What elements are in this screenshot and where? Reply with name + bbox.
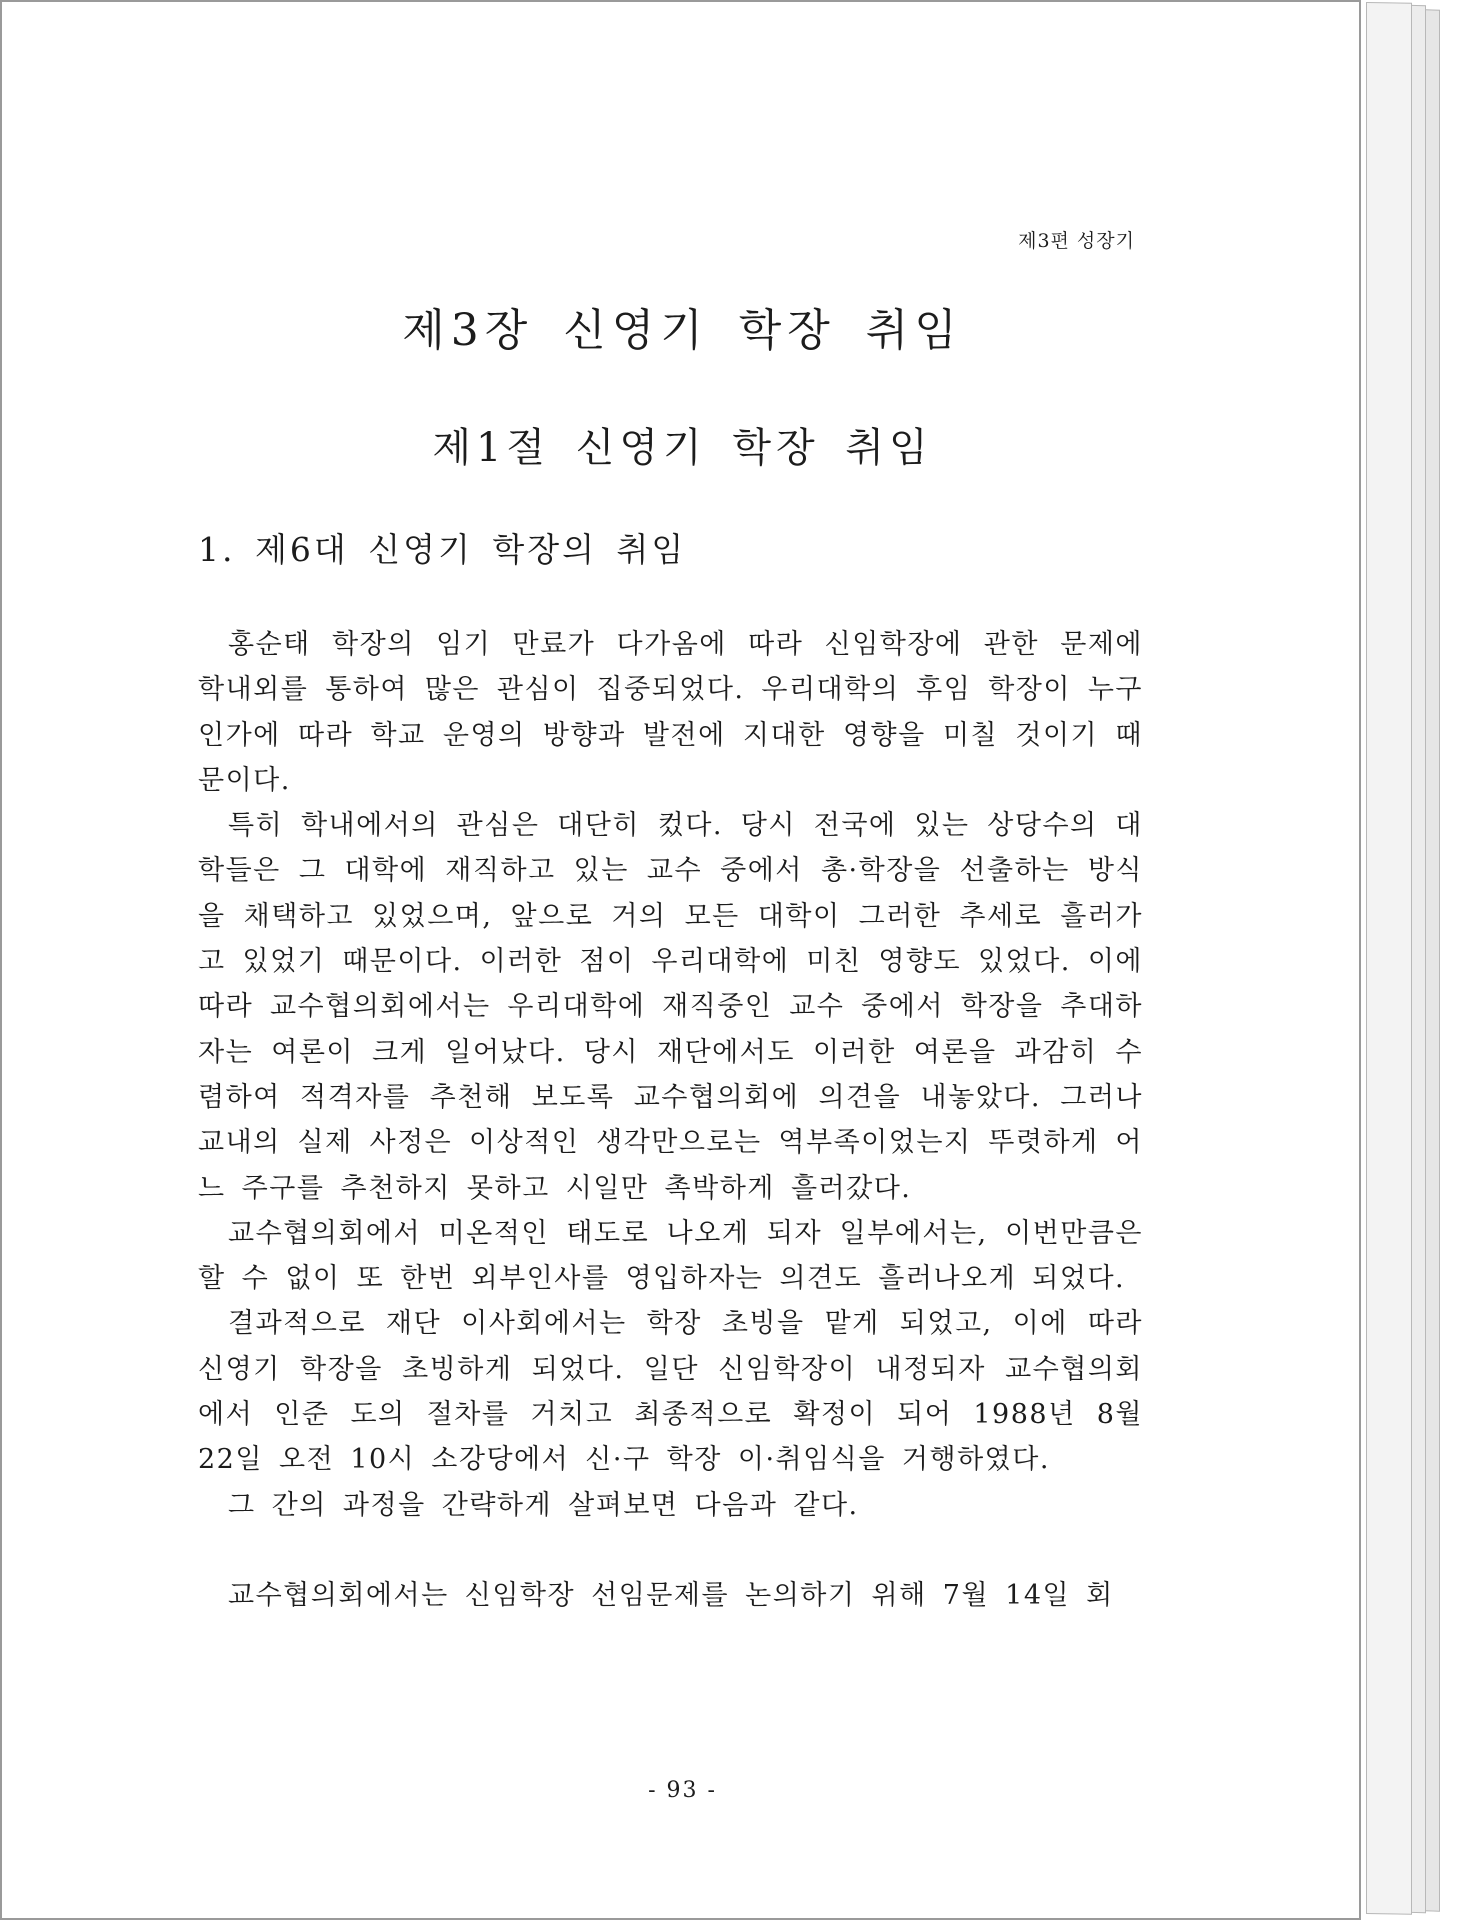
paragraph: 특히 학내에서의 관심은 대단히 컸다. 당시 전국에 있는 상당수의 대학들은 그 대학에 재직하고 있는 교수 중에서 총·학장을 선출하는 방식을 채택하고 있었으며, 앞으로 거의 모든 대학이 그러한 추세로 흘러가고 있었기 때문이다. 이러한 점이 우리대학에 미친 영향도 있었다. 이에 따라 교수협의회에서는 우리대학에 재직중인 교수 중에서 학장을 추대하자는 여론이 크게 일어났다. 당시 재단에서도 이러한 여론을 과감히 수렴하여 적격자를 추천해 보도록 교수협의회에 의견을 내놓았다. 그러나 교내의 실제 사정은 이상적인 생각만으로는 역부족이었는지 뚜렷하게 어느 주구를 추천하지 못하고 시일만 촉박하게 흘러갔다. — [198, 810, 1143, 1204]
page-stack-edge — [1366, 2, 1412, 1915]
chapter-title: 제3장 신영기 학장 취임 — [402, 305, 963, 356]
paragraph: 결과적으로 재단 이사회에서는 학장 초빙을 맡게 되었고, 이에 따라 신영기 학장을 초빙하게 되었다. 일단 신임학장이 내정되자 교수협의회에서 인준 도의 절차를 거치고 최종적으로 확정이 되어 1988년 8월 22일 오전 10시 소강당에서 신·구 학장 이·취임식을 거행하였다. — [198, 1308, 1143, 1476]
section-title: 제1절 신영기 학장 취임 — [432, 425, 933, 471]
subsection-title: 1. 제6대 신영기 학장의 취임 — [198, 530, 687, 569]
page-number: - 93 - — [648, 1778, 717, 1803]
body-text — [198, 622, 1143, 1618]
paragraph: 교수협의회에서 미온적인 태도로 나오게 되자 일부에서는, 이번만큼은 할 수 없이 또 한번 외부인사를 영입하자는 의견도 흘러나오게 되었다. — [198, 1217, 1143, 1295]
paragraph: 홍순태 학장의 임기 만료가 다가옴에 따라 신임학장에 관한 문제에 학내외를 통하여 많은 관심이 집중되었다. 우리대학의 후임 학장이 누구인가에 따라 학교 운영의 방향과 발전에 지대한 영향을 미칠 것이기 때문이다. — [198, 629, 1143, 796]
paragraph: 교수협의회에서는 신임학장 선임문제를 논의하기 위해 7월 14일 회 — [228, 1579, 1114, 1611]
paragraph: 그 간의 과정을 간략하게 살펴보면 다음과 같다. — [228, 1489, 859, 1521]
running-head: 제3편 성장기 — [1018, 230, 1135, 252]
